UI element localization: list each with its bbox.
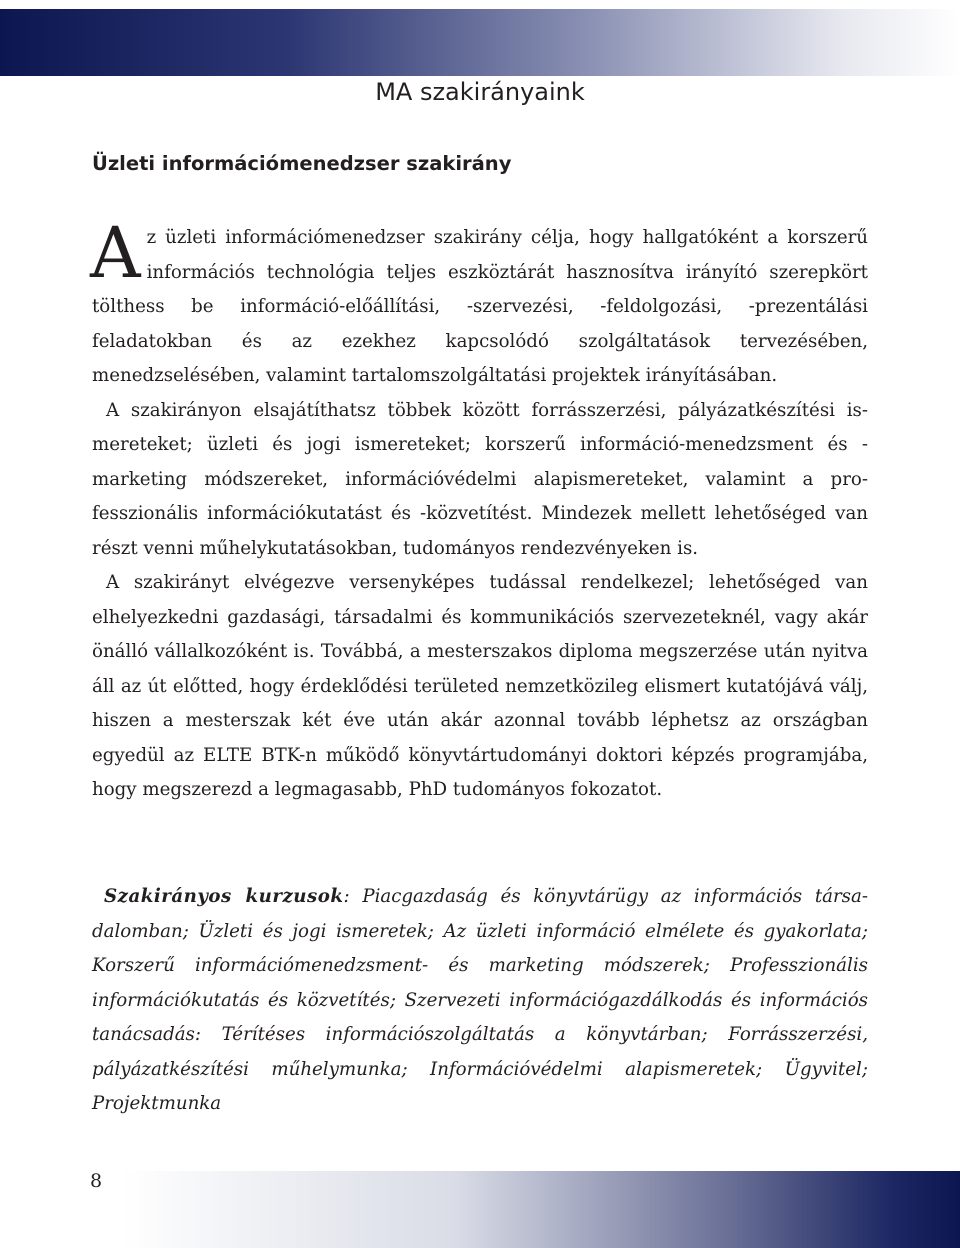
drop-cap: A — [90, 212, 141, 294]
paragraph-skills: A szakirányon elsajátíthatsz többek között forrásszerzési, pályázatkészítési ismereteket; üzleti és jogi ismereteket; korszerű információ-menedzsment és -marketing módszereket, információvédelmi alapismereteket, valamint a professzionális információkutatást és -közvetítést. Mindezek mellett lehetőséged van részt venni műhelykutatásokban, tudományos rendezvényeken is. — [92, 399, 868, 559]
paragraph-intro-text: z üzleti információmenedzser szakirány célja, hogy hallgatóként a korszerű információs technológia teljes eszköztárát hasznosítva irányító szerepkört tölthess be információ-előállítási, -szervezési, -feldolgozási, -prezentálási feladatokban és az ezekhez kapcsolódó szolgáltatások tervezésében, menedzselésében, valamint tartalomszolgáltatási projektek irányításában. — [92, 227, 868, 386]
page-title: MA szakirányaink — [375, 78, 585, 106]
page-number: 8 — [90, 1170, 103, 1192]
paragraph-intro — [90, 212, 868, 394]
courses-block — [92, 880, 868, 1122]
paragraph-career: A szakirányt elvégezve versenyképes tudással rendelkezel; lehetőséged van elhelyezkedni gazdasági, társadalmi és kommunikációs szervezeteknél, vagy akár önálló vállalkozóként is. Továbbá, a mesterszakos diploma megszerzése után nyitva áll az út előtted, hogy érdeklődési területed nemzetközileg elismert kutatójává válj, hiszen a mesterszak két éve után akár azonnal tovább léphetsz az országban egyedül az ELTE BTK-n működő könyvtártudományi doktori képzés programjába, hogy megszerezd a legmagasabb, PhD tudományos fokozatot. — [92, 572, 868, 800]
section-heading: Üzleti információmenedzser szakirány — [92, 152, 512, 175]
body-text — [90, 212, 868, 808]
courses-list: Piacgazdaság és könyvtárügy az információs társadalomban; Üzleti és jogi ismeretek; Az üzleti információ elmélete és gyakorlata; Korszerű információmenedzsment- és marketing módszerek; Professzionális információkutatás és közvetítés; Szervezeti információgazdálkodás és információs tanácsadás: Térítéses információszolgáltatás a könyvtárban; Forrásszerzési, pályázatkészítési műhelymunka; Információvédelmi alapismeretek; Ügyvitel; Projektmunka — [92, 886, 868, 1114]
header-decorative-band — [0, 9, 960, 76]
footer-decorative-band — [120, 1171, 960, 1248]
courses-separator: : — [343, 886, 363, 907]
courses-label: Szakirányos kurzusok — [104, 886, 344, 907]
